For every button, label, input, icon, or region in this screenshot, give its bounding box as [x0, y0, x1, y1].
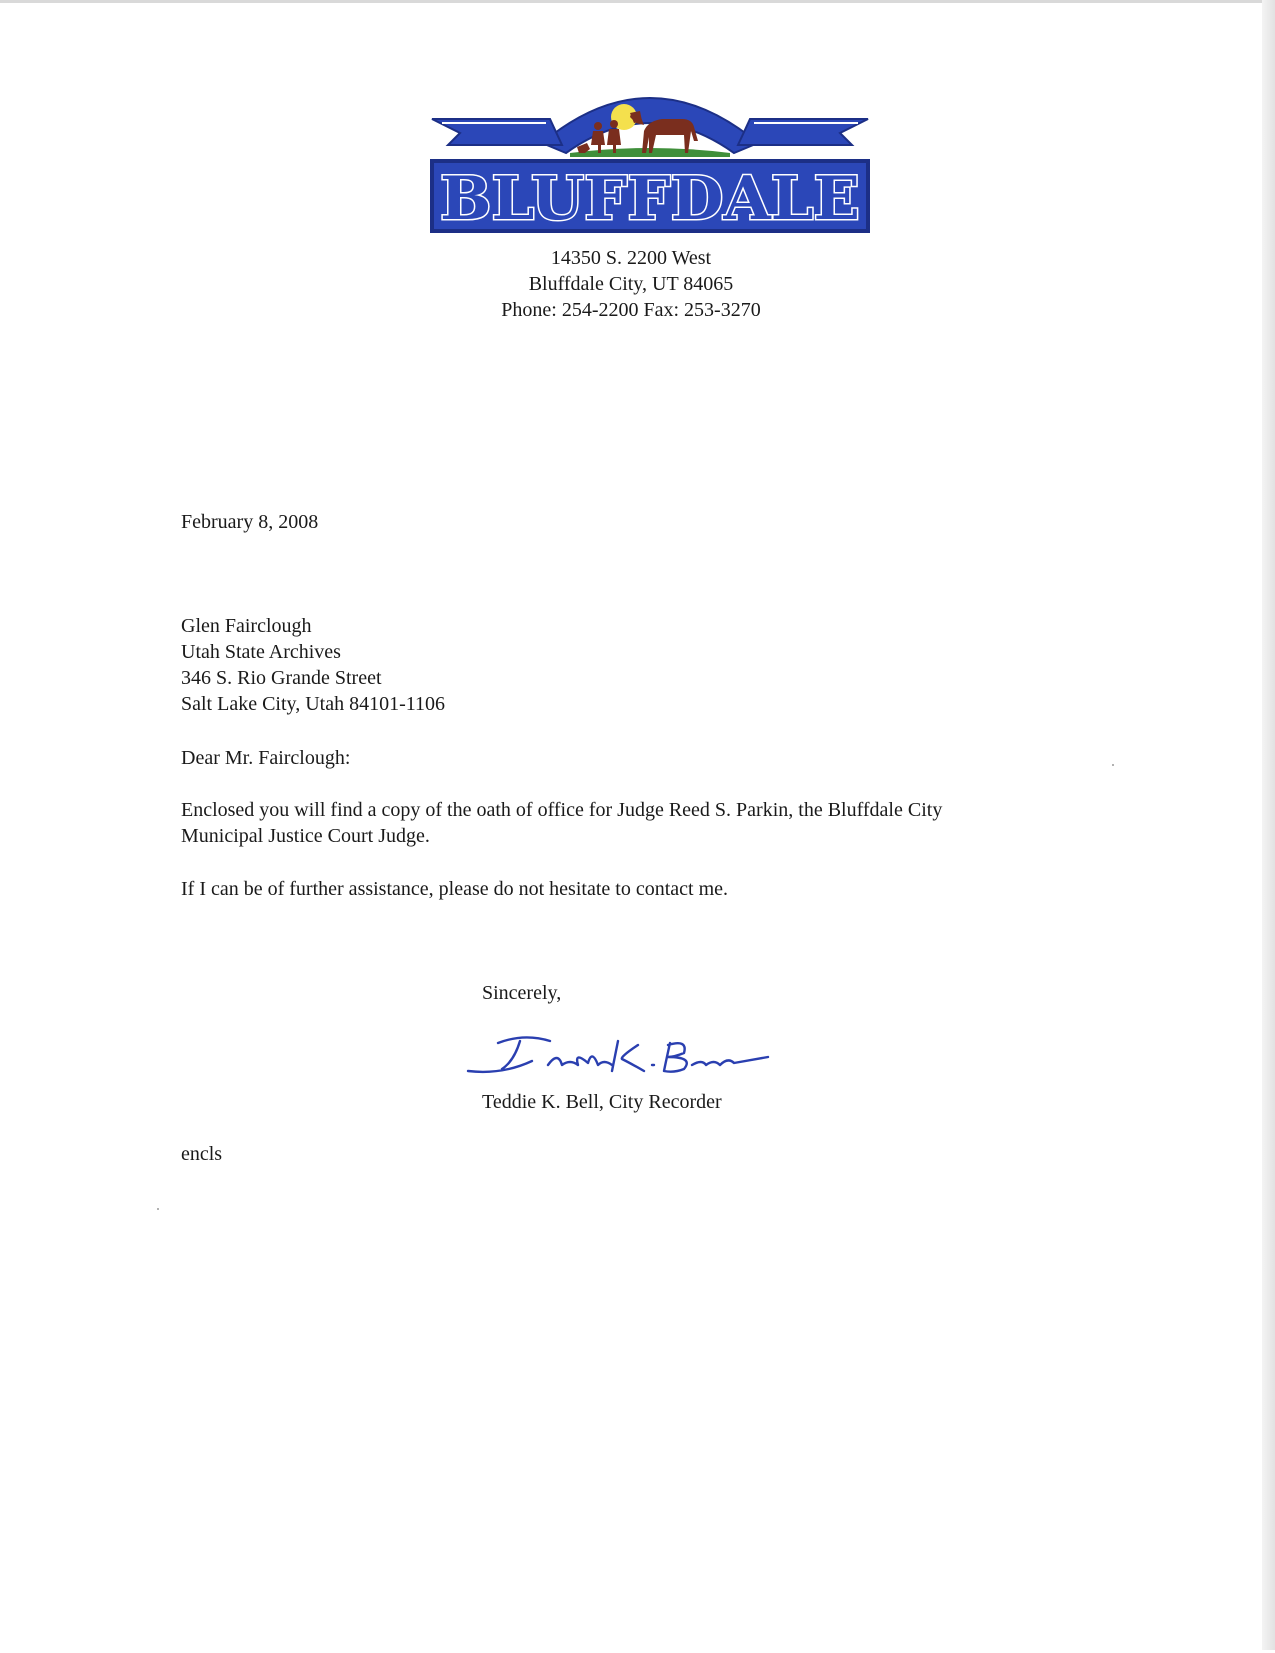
- recipient-street: 346 S. Rio Grande Street: [181, 667, 382, 689]
- contact-line: [0, 297, 1262, 323]
- letter-date: February 8, 2008: [181, 511, 319, 533]
- address-city: Bluffdale City, UT 84065: [528, 273, 734, 295]
- recipient-address: [181, 613, 445, 717]
- recipient-city: Salt Lake City, Utah 84101-1106: [181, 693, 446, 715]
- fax-number: Fax: 253-3270: [643, 299, 761, 321]
- body-paragraph-1: [181, 797, 1081, 849]
- address-street: 14350 S. 2200 West: [550, 247, 712, 269]
- phone-number: Phone: 254-2200: [501, 299, 639, 321]
- logo-wordmark: BLUFFDALE: [440, 164, 860, 234]
- letterhead-logo: [430, 73, 870, 243]
- body-paragraph-1-line-1: Enclosed you will find a copy of the oath of office for Judge Reed S. Parkin, the Bluffdale City: [181, 799, 943, 821]
- page-edge-shadow: [1262, 0, 1275, 1650]
- signer-name-title: Teddie K. Bell, City Recorder: [482, 1091, 722, 1113]
- closing: Sincerely,: [482, 982, 562, 1004]
- salutation: Dear Mr. Fairclough:: [181, 747, 351, 769]
- letterhead-address: [0, 245, 1262, 323]
- body-paragraph-2: If I can be of further assistance, please do not hesitate to contact me.: [181, 878, 729, 900]
- recipient-organization: Utah State Archives: [181, 641, 341, 663]
- scan-speck: [1112, 764, 1114, 766]
- handwritten-signature-icon: [462, 1021, 802, 1083]
- scan-speck: [157, 1208, 159, 1210]
- enclosure-note: encls: [181, 1143, 223, 1165]
- recipient-name: Glen Fairclough: [181, 615, 312, 637]
- body-paragraph-1-line-2: Municipal Justice Court Judge.: [181, 825, 430, 847]
- bluffdale-logo-horse-children-sun-icon: [430, 73, 870, 243]
